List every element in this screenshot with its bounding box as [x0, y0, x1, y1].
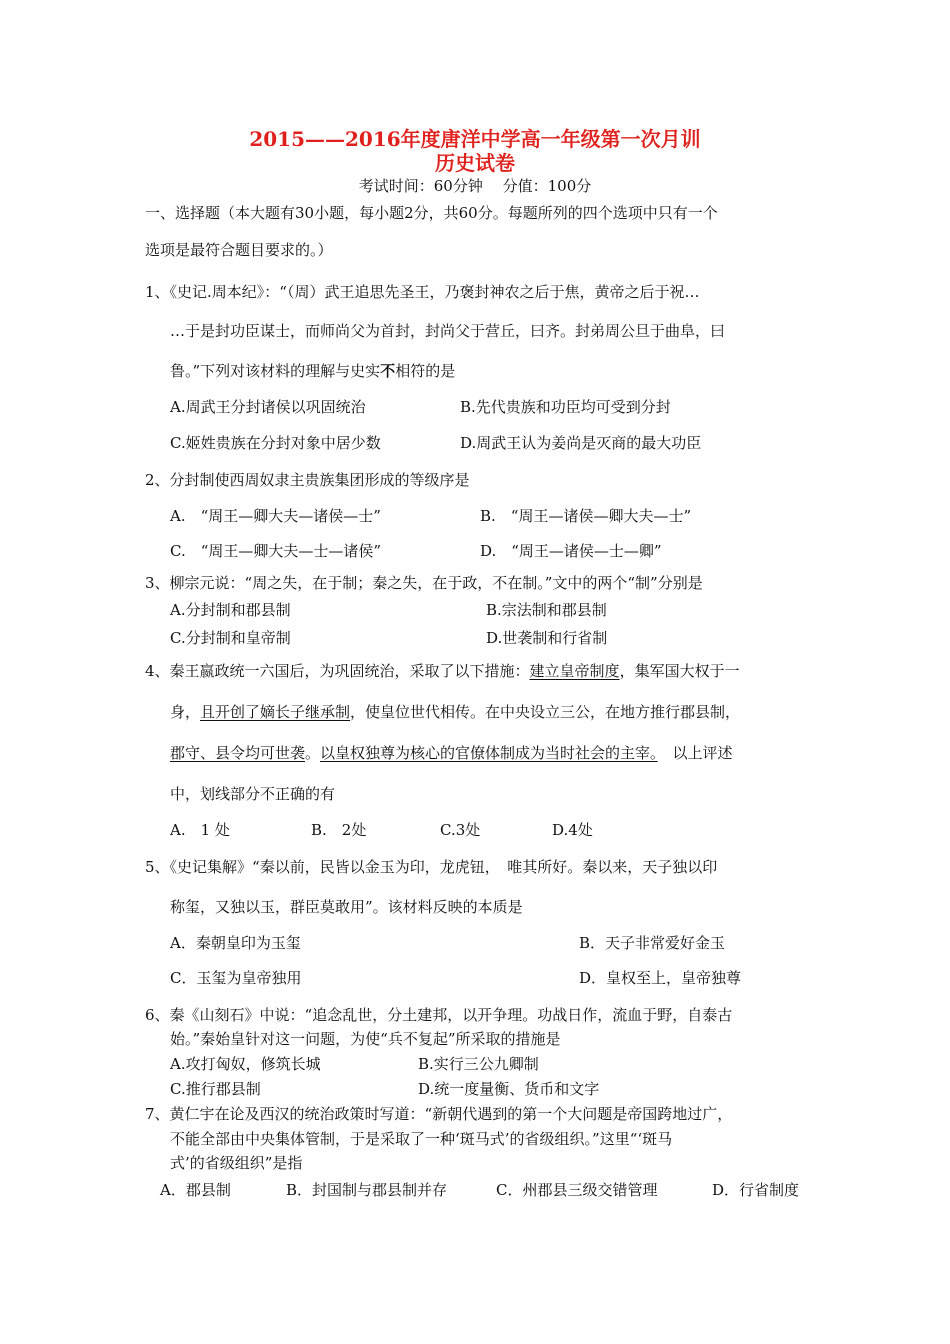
q7-option-b[interactable]: B．封国制与郡县制并存 [286, 1181, 448, 1199]
q2-option-a[interactable]: A. “周王—卿大夫—诸侯—士” [170, 507, 381, 525]
q3-option-a[interactable]: A.分封制和郡县制 [170, 601, 291, 619]
q4-option-b[interactable]: B. 2处 [311, 821, 367, 839]
exam-meta: 考试时间：60分钟 分值：100分 [358, 177, 592, 195]
q3-stem: 3、柳宗元说：“周之失，在于制；秦之失，在于政，不在制。”文中的两个“制”分别是 [145, 574, 703, 592]
q7-option-c[interactable]: C．州郡县三级交错管理 [496, 1181, 658, 1199]
q6-stem-line2: 始。”秦始皇针对这一问题，为使“兵不复起”所采取的措施是 [170, 1030, 561, 1048]
q3-option-d[interactable]: D.世袭制和行省制 [486, 629, 608, 647]
q1-stem-text-a: 鲁。”下列对该材料的理解与史实 [170, 362, 381, 380]
q4-underline-4: 以皇权独尊为核心的官僚体制成为当时社会的主宰。 [320, 744, 658, 762]
q5-option-d[interactable]: D．皇权至上，皇帝独尊 [579, 969, 742, 987]
q6-option-d[interactable]: D.统一度量衡、货币和文字 [418, 1080, 600, 1098]
q1-stem-line3 [170, 361, 455, 381]
q1-stem-line2: …于是封功臣谋士，而师尚父为首封，封尚父于营丘，曰齐。封弟周公旦于曲阜，曰 [170, 322, 726, 340]
q4-stem-line1 [145, 661, 740, 681]
q4-text-2c: ，使皇位世代相传。在中央设立三公，在地方推行郡县制， [350, 703, 741, 721]
q1-option-d[interactable]: D.周武王认为姜尚是灭商的最大功臣 [460, 434, 702, 452]
section-instructions-line1: 一、选择题（本大题有30小题，每小题2分，共60分。每题所列的四个选项中只有一个 [145, 204, 718, 222]
q4-option-c[interactable]: C.3处 [440, 821, 481, 839]
q6-option-a[interactable]: A.攻打匈奴，修筑长城 [170, 1055, 321, 1073]
q2-option-d[interactable]: D. “周王—诸侯—士—卿” [480, 542, 662, 560]
q5-option-b[interactable]: B．天子非常爱好金玉 [579, 934, 726, 952]
q4-stem-line4: 中，划线部分不正确的有 [170, 785, 336, 803]
q4-text-3b: 。 [305, 744, 321, 762]
q3-option-c[interactable]: C.分封制和皇帝制 [170, 629, 291, 647]
q2-option-b[interactable]: B. “周王—诸侯—卿大夫—士” [480, 507, 692, 525]
q5-stem-line2: 称玺，又独以玉，群臣莫敢用”。该材料反映的本质是 [170, 898, 523, 916]
q1-stem-line1: 1、《史记.周本纪》：“（周）武王追思先圣王，乃褒封神农之后于焦，黄帝之后于祝… [145, 283, 700, 301]
q7-option-a[interactable]: A．郡县制 [160, 1181, 231, 1199]
q6-option-c[interactable]: C.推行郡县制 [170, 1080, 261, 1098]
section-instructions-line2: 选项是最符合题目要求的。） [145, 241, 333, 259]
q7-option-d[interactable]: D．行省制度 [712, 1181, 800, 1199]
q4-option-a[interactable]: A. 1 处 [170, 821, 230, 839]
exam-title: 2015——2016年度唐洋中学高一年级第一次月训 [249, 127, 701, 151]
q6-option-b[interactable]: B.实行三公九卿制 [418, 1055, 539, 1073]
q4-underline-3: 郡守、县令均可世袭 [170, 744, 306, 762]
q4-text-1a: 4、秦王嬴政统一六国后，为巩固统治，采取了以下措施： [145, 662, 530, 680]
q5-stem-line1: 5、《史记集解》“秦以前，民皆以金玉为印，龙虎钮， 唯其所好。秦以来，天子独以印 [145, 858, 718, 876]
q1-emphasis-not: 不 [380, 362, 396, 380]
q4-text-3d: 以上评述 [657, 744, 733, 762]
q7-stem-line3: 式’的省级组织”是指 [170, 1154, 303, 1172]
q7-stem-line2: 不能全部由中央集体管制，于是采取了一种‘斑马式’的省级组织。”这里“‘斑马 [170, 1130, 673, 1148]
q1-option-a[interactable]: A.周武王分封诸侯以巩固统治 [170, 398, 366, 416]
q6-stem-line1: 6、秦《山刻石》中说：“追念乱世，分土建邦，以开争理。功战日作，流血于野，自泰古 [145, 1006, 733, 1024]
q4-stem-line3 [170, 743, 733, 763]
q2-option-c[interactable]: C. “周王—卿大夫—士—诸侯” [170, 542, 382, 560]
q1-stem-text-c: 相符的是 [395, 362, 456, 380]
q4-underline-1: 建立皇帝制度 [529, 662, 620, 680]
q4-option-d[interactable]: D.4处 [552, 821, 593, 839]
exam-subtitle: 历史试卷 [435, 151, 515, 175]
q5-option-a[interactable]: A．秦朝皇印为玉玺 [170, 934, 301, 952]
q7-stem-line1: 7、黄仁宇在论及西汉的统治政策时写道：“新朝代遇到的第一个大问题是帝国跨地过广， [145, 1105, 733, 1123]
q4-text-2a: 身， [170, 703, 201, 721]
q4-text-1c: ，集军国大权于一 [619, 662, 740, 680]
q4-stem-line2 [170, 702, 740, 722]
q3-option-b[interactable]: B.宗法制和郡县制 [486, 601, 607, 619]
q4-underline-2: 且开创了嫡长子继承制 [200, 703, 351, 721]
q2-stem: 2、分封制使西周奴隶主贵族集团形成的等级序是 [145, 471, 470, 489]
q1-option-b[interactable]: B.先代贵族和功臣均可受到分封 [460, 398, 671, 416]
q1-option-c[interactable]: C.姬姓贵族在分封对象中居少数 [170, 434, 381, 452]
q5-option-c[interactable]: C．玉玺为皇帝独用 [170, 969, 302, 987]
